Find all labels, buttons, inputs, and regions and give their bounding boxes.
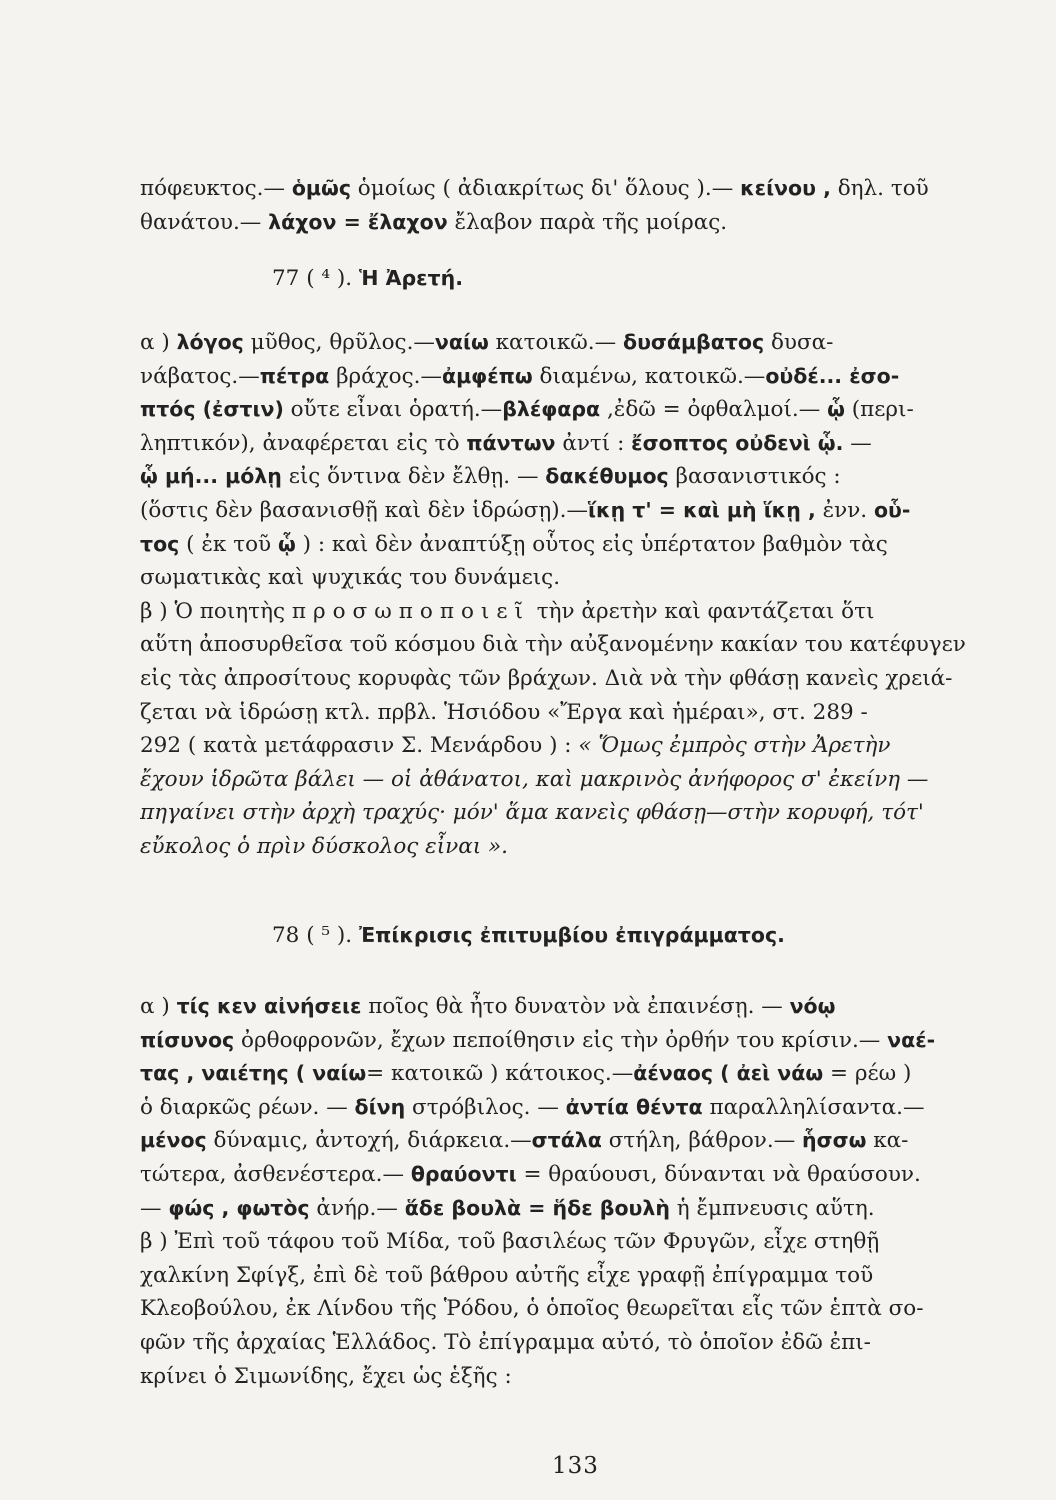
- text-run: νάβατος.—: [140, 363, 260, 389]
- text-run: α ): [140, 994, 177, 1019]
- text-run: ἀντί :: [555, 430, 632, 456]
- section-78-title: Ἐπίκρισις ἐπιτυμβίου ἐπιγράμματος.: [358, 923, 785, 947]
- text-run: ὁμοίως ( ἀδιακρίτως δι' ὅλους ).—: [350, 176, 741, 201]
- section-77-title: Ἡ Ἀρετή.: [358, 266, 463, 290]
- bold-term: πίσυνος: [140, 1027, 235, 1052]
- text-line: [140, 427, 1002, 461]
- italic-quote: « Ὅμως ἐμπρὸς στὴν Ἀρετὴν: [578, 733, 891, 759]
- text-run: μῦθος, θρῦλος.—: [243, 330, 435, 355]
- text-run: —: [140, 1195, 169, 1221]
- bold-term: θραύοντι: [410, 1161, 517, 1186]
- page-number: 133: [552, 1453, 599, 1479]
- section-78-number: 78 ( ⁵ ).: [272, 923, 359, 948]
- bold-term: πέτρα: [259, 363, 330, 388]
- text-line: [140, 1124, 1002, 1158]
- text-line: [140, 460, 1002, 494]
- text-run: ἀνήρ.—: [309, 1195, 405, 1221]
- text-line: [140, 1057, 1002, 1091]
- text-run: = ρέω ): [823, 1061, 912, 1087]
- section-77-heading: [272, 266, 463, 291]
- text-run: ἐνν.: [815, 497, 874, 523]
- text-run: κρίνει ὁ Σιμωνίδης, ἔχει ὡς ἑξῆς :: [140, 1363, 512, 1389]
- text-line: [140, 1326, 1002, 1360]
- text-run: θανάτου.—: [140, 209, 269, 235]
- text-run: δηλ. τοῦ: [830, 176, 929, 201]
- text-line: [140, 326, 1002, 360]
- text-run: ( ἐκ τοῦ: [179, 531, 278, 557]
- section-78-heading: [272, 923, 785, 948]
- bold-term: ἵκῃ τ' = καὶ μὴ ἵκῃ ,: [588, 497, 816, 522]
- bold-term: τας , ναιέτης ( ναίω: [140, 1061, 367, 1086]
- text-line: [140, 360, 1002, 394]
- text-run: βασανιστικός :: [668, 464, 841, 490]
- bold-term: τίς κεν αἰνήσειε: [176, 994, 362, 1018]
- bold-term: ἀέναος ( ἀεὶ νάω: [633, 1061, 824, 1086]
- bold-term: δίνη: [354, 1094, 406, 1119]
- text-run: στρόβιλος. —: [405, 1094, 566, 1120]
- text-run: τὴν ἀρετὴν καὶ φαντάζεται ὅτι: [529, 598, 875, 624]
- bold-term: λάχον = ἔλαχον: [268, 209, 448, 234]
- bold-term: λόγος: [176, 330, 244, 354]
- bold-term: ὁμῶς: [291, 176, 351, 200]
- bold-term: οὐδέ... ἐσο-: [765, 363, 900, 388]
- text-run: κατοικῶ.—: [488, 330, 623, 355]
- section-77-number: 77 ( ⁴ ).: [272, 266, 359, 291]
- text-run: β ) Ὁ ποιητὴς: [140, 598, 292, 624]
- bold-term: νόῳ: [789, 994, 836, 1018]
- text-line: [140, 1091, 1002, 1125]
- text-run: β ) Ἐπὶ τοῦ τάφου τοῦ Μίδα, τοῦ βασιλέως τῶν Φρυγῶν, εἶχε στηθῇ: [140, 1229, 880, 1255]
- section-78-text: [140, 990, 1002, 1393]
- bold-term: φώς , φωτὸς: [168, 1195, 310, 1220]
- bold-term: ᾧ μή... μόλῃ: [140, 464, 282, 489]
- bold-term: κείνου ,: [740, 176, 831, 200]
- bold-term: οὗ-: [873, 497, 911, 522]
- bold-term: ναίω: [434, 330, 489, 354]
- text-line: [140, 1292, 1002, 1326]
- text-run: ,ἐδῶ = ὀφθαλμοί.—: [600, 397, 828, 423]
- bold-term: μένος: [140, 1128, 207, 1153]
- bold-term: ναέ-: [887, 1027, 936, 1052]
- text-line: [140, 1360, 1002, 1394]
- text-run: στήλη, βάθρον.—: [601, 1128, 803, 1154]
- text-run: α ): [140, 330, 177, 355]
- bold-term: στάλα: [531, 1128, 602, 1153]
- text-run: 292 ( κατὰ μετάφρασιν Σ. Μενάρδου ) :: [140, 733, 579, 759]
- text-run: ) : καὶ δὲν ἀναπτύξῃ οὗτος εἰς ὑπέρτατον βαθμὸν τὰς: [295, 531, 888, 557]
- bold-term: ᾧ: [277, 531, 296, 556]
- text-line: [140, 595, 1002, 629]
- text-run: παραλληλίσαντα.—: [702, 1094, 925, 1120]
- italic-quote: ἔχουν ἱδρῶτα βάλει — οἱ ἀθάνατοι, καὶ μακρινὸς ἀνήφορος σ' ἐκείνη —: [140, 766, 929, 792]
- text-line: [140, 628, 1002, 662]
- bold-term: ἅδε βουλὰ = ἥδε βουλὴ: [404, 1195, 670, 1220]
- text-line: [140, 729, 1002, 763]
- bold-term: τος: [140, 531, 180, 556]
- text-run: ὁ διαρκῶς ρέων. —: [140, 1094, 355, 1120]
- text-run: (περι-: [844, 397, 914, 423]
- text-run: ἡ ἔμπνευσις αὕτη.: [669, 1195, 875, 1221]
- text-run: χαλκίνη Σφίγξ, ἐπὶ δὲ τοῦ βάθρου αὐτῆς εἶχε γραφῇ ἐπίγραμμα τοῦ: [140, 1262, 874, 1288]
- text-run: πόφευκτος.—: [140, 176, 292, 201]
- text-run: ὀρθοφρονῶν, ἔχων πεποίθησιν εἰς τὴν ὀρθήν του κρίσιν.—: [234, 1027, 888, 1053]
- text-line: [140, 561, 1002, 595]
- bold-term: πτός (ἐστιν): [140, 397, 284, 422]
- text-run: ποῖος θὰ ἦτο δυνατὸν νὰ ἐπαινέσῃ. —: [361, 994, 790, 1019]
- text-run: φῶν τῆς ἀρχαίας Ἑλλάδος. Τὸ ἐπίγραμμα αὐτό, τὸ ὁποῖον ἐδῶ ἐπι-: [140, 1329, 871, 1355]
- text-run: διαμένω, κατοικῶ.—: [532, 363, 766, 389]
- text-run: ἔλαβον παρὰ τῆς μοίρας.: [447, 209, 728, 235]
- text-run: κα-: [866, 1128, 909, 1154]
- text-line: [140, 662, 1002, 696]
- text-run: σωματικὰς καὶ ψυχικάς του δυνάμεις.: [140, 565, 561, 591]
- bold-term: ἀμφέπω: [442, 363, 533, 388]
- section-77-text: [140, 326, 1002, 864]
- text-run: εἰς ὅντινα δὲν ἔλθῃ. —: [281, 464, 546, 490]
- text-line: [140, 494, 1002, 528]
- text-run: Κλεοβούλου, ἐκ Λίνδου τῆς Ῥόδου, ὁ ὁποῖος θεωρεῖται εἷς τῶν ἑπτὰ σο-: [140, 1296, 924, 1322]
- text-run: ζεται νὰ ἱδρώσῃ κτλ. πρβλ. Ἡσιόδου «Ἔργα καὶ ἡμέραι», στ. 289 -: [140, 699, 868, 725]
- text-line: [140, 990, 1002, 1024]
- intro-text: [140, 172, 1002, 239]
- text-line: [140, 763, 1002, 797]
- text-run: δυσα-: [764, 330, 834, 355]
- text-run: = κατοικῶ ) κάτοικος.—: [366, 1061, 634, 1087]
- bold-term: βλέφαρα: [502, 397, 601, 422]
- text-run: (ὅστις δὲν βασανισθῇ καὶ δὲν ἱδρώσῃ).—: [140, 497, 589, 523]
- text-line: [140, 796, 1002, 830]
- text-run: προσωποποιεῖ: [291, 598, 530, 624]
- bold-term: ἀντία θέντα: [565, 1094, 703, 1119]
- text-line: [140, 1192, 1002, 1226]
- text-run: βράχος.—: [329, 363, 443, 389]
- italic-quote: πηγαίνει στὴν ἀρχὴ τραχύς· μόν' ἅμα κανεὶς φθάσῃ—στὴν κορυφή, τότ': [140, 800, 924, 826]
- text-line: [140, 1259, 1002, 1293]
- text-line: [140, 172, 1002, 206]
- text-run: εἰς τὰς ἀπροσίτους κορυφὰς τῶν βράχων. Διὰ νὰ τὴν φθάσῃ κανεὶς χρειά-: [140, 665, 953, 691]
- text-line: [140, 206, 1002, 240]
- bold-term: ἧσσω: [802, 1128, 867, 1153]
- text-run: δύναμις, ἀντοχή, διάρκεια.—: [206, 1128, 532, 1154]
- text-line: [140, 528, 1002, 562]
- bold-term: δακέθυμος: [545, 464, 669, 489]
- text-line: [140, 696, 1002, 730]
- bold-term: ᾧ: [827, 397, 845, 422]
- text-line: [140, 1158, 1002, 1192]
- text-line: [140, 393, 1002, 427]
- text-line: [140, 830, 1002, 864]
- italic-quote: εὔκολος ὁ πρὶν δύσκολος εἶναι ».: [140, 833, 508, 859]
- text-run: = θραύουσι, δύνανται νὰ θραύσουν.: [516, 1161, 921, 1187]
- text-run: τώτερα, ἀσθενέστερα.—: [140, 1161, 411, 1187]
- bold-term: πάντων: [466, 430, 556, 455]
- text-run: ληπτικόν), ἀναφέρεται εἰς τὸ: [140, 430, 467, 456]
- bold-term: δυσάμβατος: [622, 330, 765, 354]
- text-line: [140, 1024, 1002, 1058]
- bold-term: ἔσοπτος οὐδενὶ ᾧ.: [631, 430, 844, 455]
- text-run: οὔτε εἶναι ὁρατή.—: [283, 397, 503, 423]
- text-run: αὕτη ἀποσυρθεῖσα τοῦ κόσμου διὰ τὴν αὐξανομένην κακίαν του κατέφυγεν: [140, 632, 966, 658]
- text-run: —: [843, 430, 872, 456]
- text-line: [140, 1225, 1002, 1259]
